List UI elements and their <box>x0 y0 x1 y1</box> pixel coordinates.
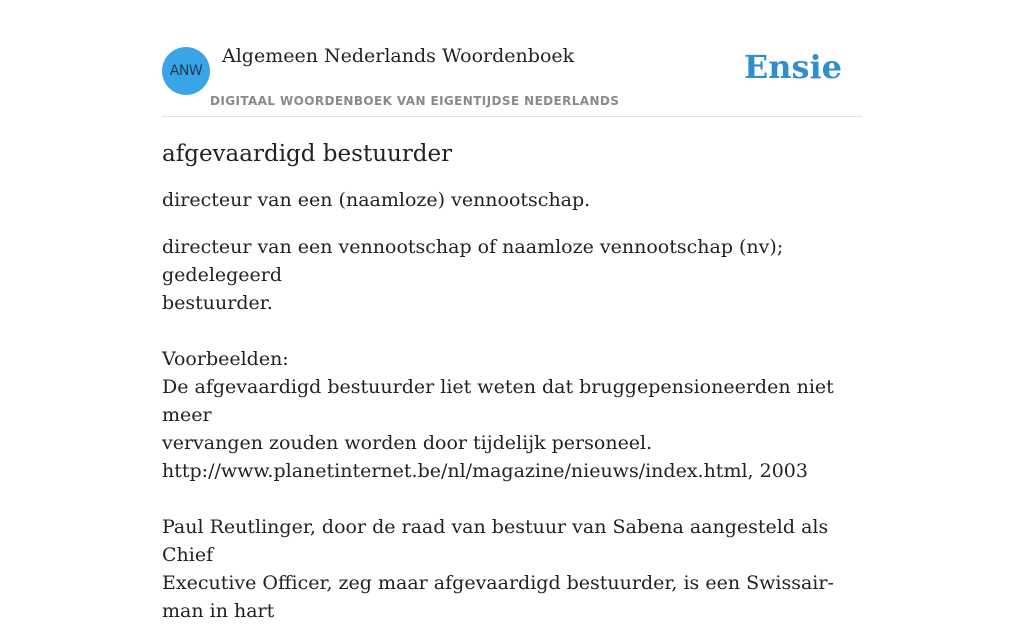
example-sentence <box>162 373 862 457</box>
ensie-brand-link[interactable]: Ensie <box>743 48 842 86</box>
example-sentence <box>162 513 862 625</box>
entry-content <box>162 138 862 625</box>
example-line: Paul Reutlinger, door de raad van bestuur van Sabena aangesteld als Chief <box>162 516 829 566</box>
examples-label: Voorbeelden: <box>162 348 289 370</box>
dictionary-name[interactable]: Algemeen Nederlands Woordenboek <box>222 45 575 67</box>
long-definition <box>162 233 862 317</box>
anw-logo[interactable]: ANW <box>162 47 210 95</box>
example-source: http://www.planetinternet.be/nl/magazine/nieuws/index.html, 2003 <box>162 460 808 482</box>
example-line: Executive Officer, zeg maar afgevaardigd bestuurder, is een Swissair-man in hart <box>162 572 834 622</box>
example-line: De afgevaardigd bestuurder liet weten dat bruggepensioneerden niet meer <box>162 376 834 426</box>
site-header <box>162 0 862 117</box>
long-definition-line: directeur van een vennootschap of naamloze vennootschap (nv); gedelegeerd <box>162 236 784 286</box>
short-definition: directeur van een (naamloze) vennootschap. <box>162 189 591 211</box>
spacer <box>162 485 862 513</box>
dictionary-subtitle: DIGITAAL WOORDENBOEK VAN EIGENTIJDSE NEDERLANDS <box>210 94 620 108</box>
long-definition-line: bestuurder. <box>162 292 273 314</box>
headword: afgevaardigd bestuurder <box>162 141 453 167</box>
example-line: vervangen zouden worden door tijdelijk personeel. <box>162 432 653 454</box>
